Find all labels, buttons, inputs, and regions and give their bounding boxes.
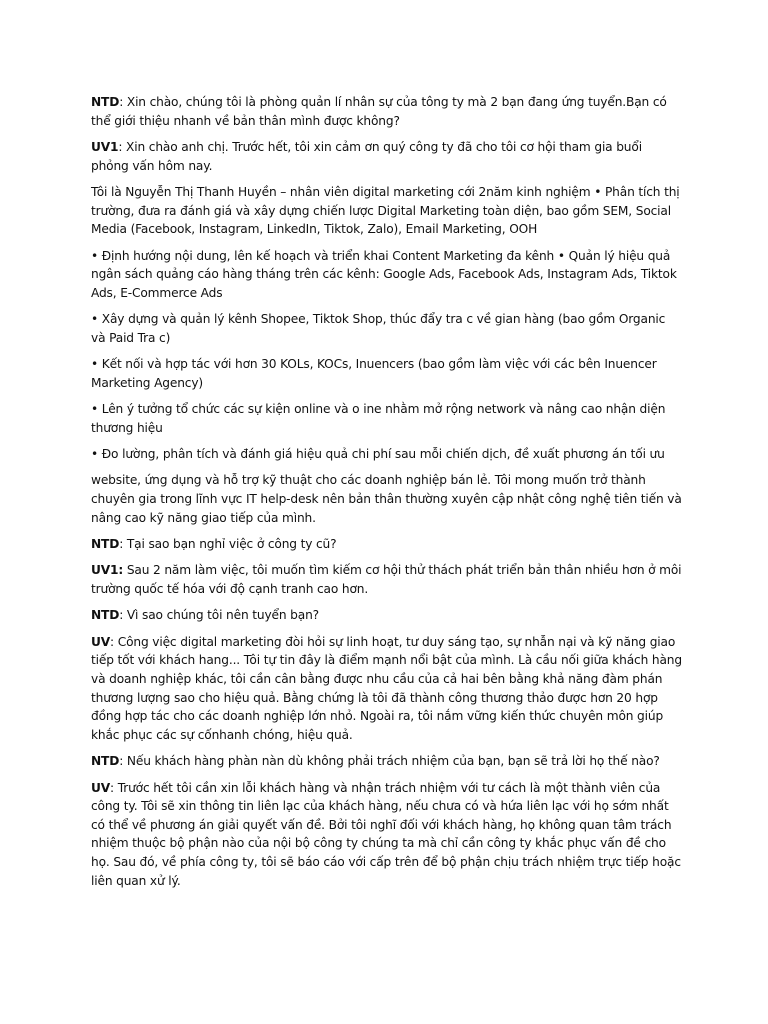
paragraph-text: Sau 2 năm làm việc, tôi muốn tìm kiếm cơ hội thử thách phát triển bản thân nhiều hơn ở môi trường quốc tế hóa với độ cạnh tranh cao hơn.	[91, 563, 682, 597]
paragraph-text: Xin chào, chúng tôi là phòng quản lí nhân sự của tông ty mà 2 bạn đang ứng tuyển.Bạn có thể giới thiệu nhanh về bản thân mình được không?	[91, 95, 667, 128]
paragraph-4	[91, 247, 683, 303]
paragraph-text: Tại sao bạn nghỉ việc ở công ty cũ?	[126, 537, 337, 552]
paragraph-text: • Xây dựng và quản lý kênh Shopee, Tiktok Shop, thúc đẩy tra c về gian hàng (bao gồm Organic và Paid Tra c)	[91, 312, 666, 345]
paragraph-15	[91, 779, 683, 891]
paragraph-text: • Kết nối và hợp tác với hơn 30 KOLs, KOCs, Inuencers (bao gồm làm việc với các bên Inuencer Marketing Agency)	[91, 357, 657, 390]
speaker-label: NTD	[91, 754, 120, 769]
speaker-separator: :	[110, 634, 118, 649]
paragraph-text: website, ứng dụng và hỗ trợ kỹ thuật cho các doanh nghiệp bán lẻ. Tôi mong muốn trở thành chuyên gia trong lĩnh vực IT help-desk nên bản thân thường xuyên cập nhật công nghệ tiên tiến và nâng cao kỹ năng giao tiếp của mình.	[91, 473, 682, 525]
paragraph-14	[91, 752, 683, 771]
paragraph-text: Vì sao chúng tôi nên tuyển bạn?	[126, 608, 319, 623]
paragraph-2	[91, 138, 683, 175]
paragraph-12	[91, 606, 683, 625]
speaker-separator: :	[119, 537, 127, 552]
speaker-label: NTD	[91, 95, 120, 109]
paragraph-10	[91, 535, 683, 554]
paragraph-11	[91, 561, 683, 598]
speaker-label: UV	[91, 634, 111, 649]
paragraph-text: Tôi là Nguyễn Thị Thanh Huyền – nhân viên digital marketing cới 2năm kinh nghiệm • Phân tích thị trường, đưa ra đánh giá và xây dựng chiến lược Digital Marketing toàn diện, bao gồm SEM, Social Media (Facebook, Instagram, LinkedIn, Tiktok, Zalo), Email Marketing, OOH	[91, 184, 680, 237]
paragraph-text: • Đo lường, phân tích và đánh giá hiệu quả chi phí sau mỗi chiến dịch, đề xuất phương án tối ưu	[91, 447, 665, 462]
paragraph-text: Xin chào anh chị. Trước hết, tôi xin cảm ơn quý công ty đã cho tôi cơ hội tham gia buổi phỏng vấn hôm nay.	[91, 139, 642, 173]
document-page	[91, 93, 683, 898]
paragraph-13	[91, 633, 683, 745]
paragraph-6	[91, 355, 683, 392]
speaker-label: NTD	[91, 537, 120, 552]
paragraph-5	[91, 310, 683, 347]
paragraph-text: • Lên ý tưởng tổ chức các sự kiện online và o ine nhằm mở rộng network và nâng cao nhận diện thương hiệu	[91, 402, 666, 435]
paragraph-text: • Định hướng nội dung, lên kế hoạch và triển khai Content Marketing đa kênh • Quản lý hiệu quả ngân sách quảng cáo hàng tháng trên các kênh: Google Ads, Facebook Ads, Instagram Ads, Tiktok Ads, E-Commerce Ads	[91, 248, 677, 300]
speaker-label: NTD	[91, 608, 120, 623]
speaker-label: UV	[91, 780, 111, 795]
speaker-separator: :	[110, 780, 118, 795]
paragraph-1	[91, 93, 683, 130]
speaker-separator: :	[119, 95, 127, 109]
paragraph-text: Nếu khách hàng phàn nàn dù không phải trách nhiệm của bạn, bạn sẽ trả lời họ thế nào?	[126, 754, 660, 769]
paragraph-9	[91, 471, 683, 527]
paragraph-text: Công việc digital marketing đòi hỏi sự linh hoạt, tư duy sáng tạo, sự nhẫn nại và kỹ năng giao tiếp tốt với khách hang... Tôi tự tin đây là điểm mạnh nổi bật của mình. Là cầu nối giữa khách hàng và doanh nghiệp khác, tôi cần cân bằng được nhu cầu của cả hai bên bằng khả năng đàm phán thương lượng sao cho hiệu quả. Bằng chứng là tôi đã thành công thương thảo được hơn 20 hợp đồng hợp tác cho các doanh nghiệp lớn nhỏ. Ngoài ra, tôi nắm vững kiến thức chuyên môn giúp khắc phục các sự cốnhanh chóng, hiệu quả.	[91, 634, 682, 742]
speaker-separator: :	[119, 608, 127, 623]
paragraph-3	[91, 183, 683, 239]
speaker-separator: :	[118, 139, 127, 154]
paragraph-7	[91, 400, 683, 437]
speaker-label: UV1	[91, 139, 119, 154]
paragraph-8	[91, 445, 683, 464]
paragraph-text: Trước hết tôi cần xin lỗi khách hàng và nhận trách nhiệm với tư cách là một thành viên của công ty. Tôi sẽ xin thông tin liên lạc của khách hàng, nếu chưa có và hứa liên lạc với họ sớm nhất có thể về phương án giải quyết vấn đề. Bởi tôi nghĩ đối với khách hàng, họ không quan tâm trách nhiệm thuộc bộ phận nào của nội bộ công ty chúng ta mà chỉ cần công ty khắc phục vấn đề cho họ. Sau đó, về phía công ty, tôi sẽ báo cáo với cấp trên để bộ phận chịu trách nhiệm trực tiếp hoặc liên quan xử lý.	[91, 780, 681, 888]
speaker-separator: :	[119, 754, 127, 769]
speaker-label: UV1:	[91, 563, 124, 578]
